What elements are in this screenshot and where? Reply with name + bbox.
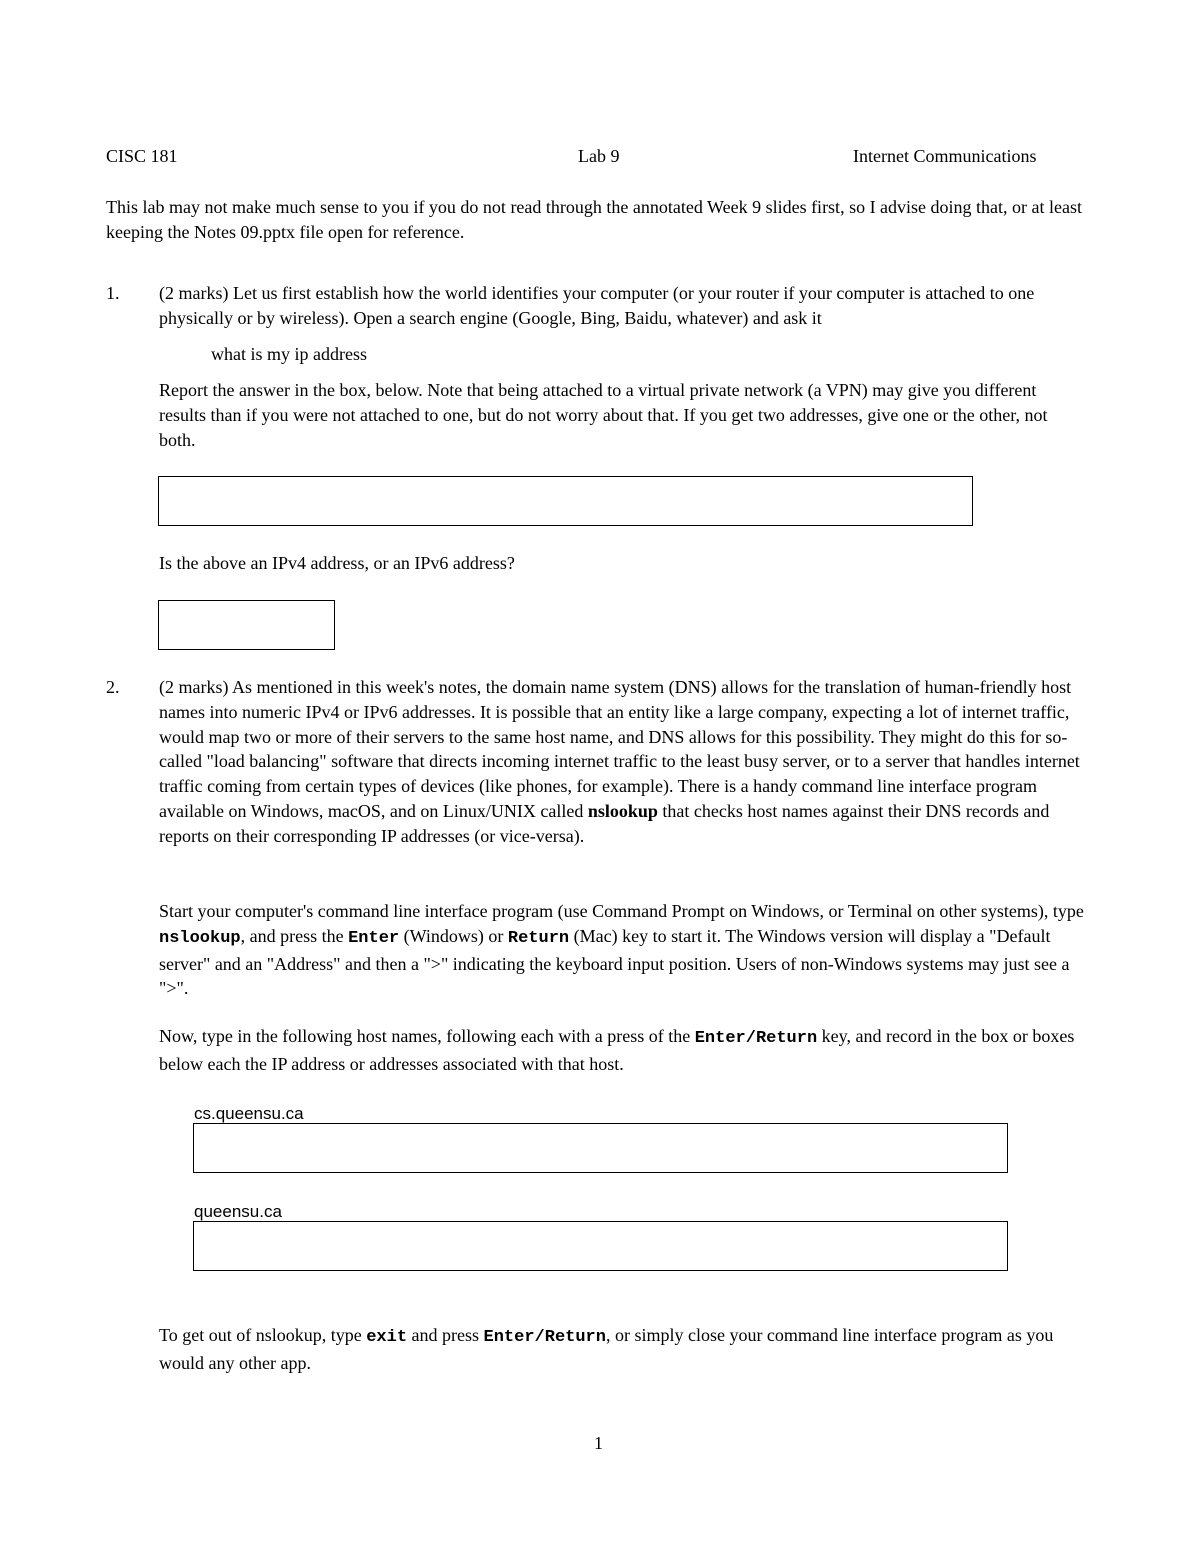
q1-prompt: (2 marks) Let us first establish how the world identifies your computer (or your router if your computer is attached to one physically or by wireless). Open a search engine (Google, Bing, Baidu, whatever) and ask it [159,283,1035,328]
header-lab: Lab 9 [578,146,620,166]
queensu-answer-box[interactable] [193,1221,1008,1271]
nslookup-command: nslookup [159,928,241,948]
ip-address-answer-box[interactable] [158,476,973,526]
enter-key: Enter [348,928,400,948]
ip-version-answer-box[interactable] [158,600,335,650]
host-label-queensu: queensu.ca [194,1202,282,1221]
q1-query: what is my ip address [211,344,367,364]
q2-number: 2. [106,677,120,697]
q1-followup: Is the above an IPv4 address, or an IPv6 address? [159,553,515,573]
q1-number: 1. [106,283,120,303]
enter-return-key: Enter/Return [694,1029,818,1048]
host-label-cs-queensu: cs.queensu.ca [194,1104,304,1123]
intro-paragraph: This lab may not make much sense to you if you do not read through the annotated Week 9 slides first, so I advise doing that, or at least keeping the Notes 09.pptx file open for reference. [106,197,1083,242]
q1-instructions: Report the answer in the box, below. Note that being attached to a virtual private network (a VPN) may give you different results than if you were not attached to one, but do not worry about that. If you get two addresses, give one or the other, not both. [159,380,1048,450]
page-number: 1 [594,1433,603,1453]
nslookup-command: nslookup [587,800,658,821]
q2-paragraph-hosts: Now, type in the following host names, following each with a press of the Enter/Return key, and record in the box or boxes below each the IP address or addresses associated with that host. [159,1026,1075,1074]
q2-paragraph-start: Start your computer's command line interface program (use Command Prompt on Windows, or Terminal on other systems), type nslookup, and press the Enter (Windows) or Return (Mac) key to start it. The Windows version will display a "Default server" and an "Address" and then a ">" indicating the keyboard input position. Users of non-Windows systems may just see a ">". [159,901,1084,999]
q2-paragraph-exit: To get out of nslookup, type exit and press Enter/Return, or simply close your command line interface program as you would any other app. [159,1325,1054,1373]
exit-command: exit [366,1328,408,1347]
header-topic: Internet Communications [853,146,1037,166]
q2-paragraph-dns: (2 marks) As mentioned in this week's notes, the domain name system (DNS) allows for the translation of human-friendly host names into numeric IPv4 or IPv6 addresses. It is possible that an entity like a large company, expecting a lot of internet traffic, would map two or more of their servers to the same host name, and DNS allows for this possibility. They might do this for so-called "load balancing" software that directs incoming internet traffic to the least busy server, or to a server that handles internet traffic coming from certain types of devices (like phones, for example). There is a handy command line interface program available on Windows, macOS, and on Linux/UNIX called nslookup that checks host names against their DNS records and reports on their corresponding IP addresses (or vice-versa). [159,677,1080,846]
header-course: CISC 181 [106,146,178,166]
cs-queensu-answer-box[interactable] [193,1123,1008,1173]
enter-return-key: Enter/Return [483,1328,606,1347]
return-key: Return [507,928,570,948]
